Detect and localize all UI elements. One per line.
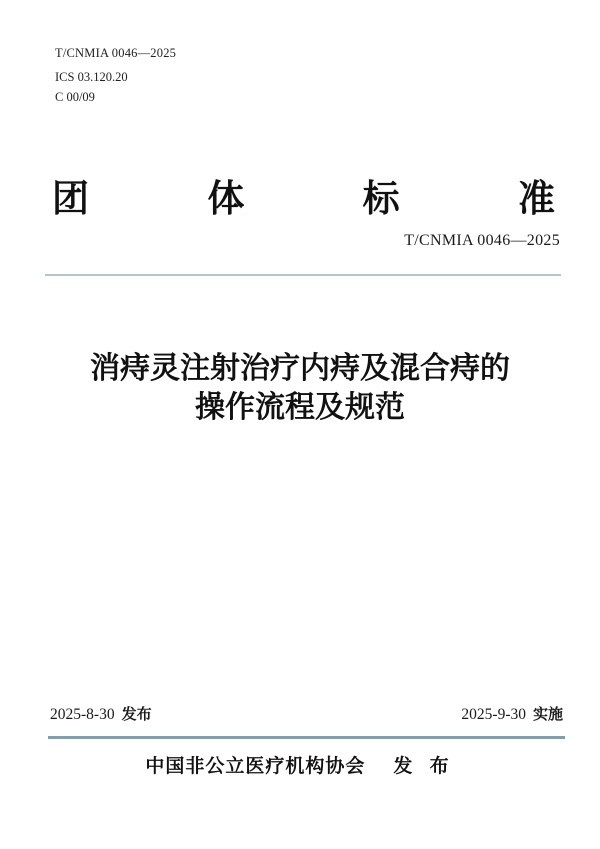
publisher-row (0, 751, 600, 778)
top-standard-number: T/CNMIA 0046—2025 (55, 46, 177, 60)
heading-char-4: 准 (517, 178, 555, 219)
document-title-line1: 消痔灵注射治疗内痔及混合痔的 (90, 352, 510, 385)
ics-code: ICS 03.120.20 (55, 70, 128, 84)
issue-label: 发布 (121, 706, 152, 723)
standard-type-heading (52, 180, 555, 217)
dates-row (50, 703, 563, 724)
document-title-line2: 操作流程及规范 (195, 391, 405, 424)
document-title (0, 349, 600, 427)
publish-label: 发 布 (393, 756, 455, 777)
footer-rule (48, 736, 565, 739)
publisher-name: 中国非公立医疗机构协会 (145, 756, 366, 777)
heading-char-2: 体 (207, 178, 245, 219)
header-rule (45, 274, 561, 276)
header-standard-number: T/CNMIA 0046—2025 (404, 232, 560, 249)
implement-date-group (461, 703, 563, 724)
classification-code: C 00/09 (55, 90, 95, 104)
issue-date-group (50, 703, 152, 724)
issue-date: 2025-8-30 (50, 706, 115, 723)
heading-char-3: 标 (362, 178, 400, 219)
top-left-reference-block (55, 46, 176, 105)
implement-label: 实施 (532, 706, 563, 723)
heading-char-1: 团 (52, 178, 89, 219)
implement-date: 2025-9-30 (461, 706, 526, 723)
